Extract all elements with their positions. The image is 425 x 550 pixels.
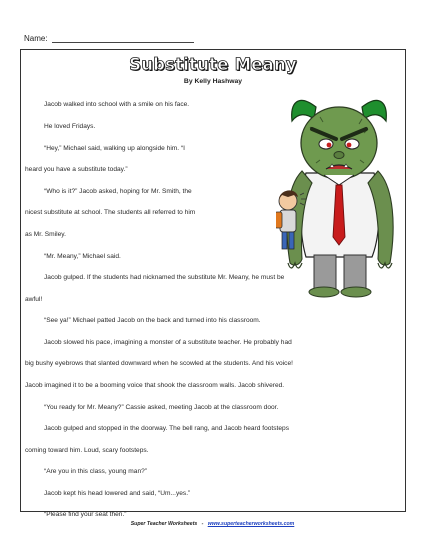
story-line: awful! xyxy=(25,296,43,303)
story-line: “Who is it?” Jacob asked, hoping for Mr. Smith, the xyxy=(44,188,192,195)
story-line: Jacob gulped and stopped in the doorway. The bell rang, and Jacob heard footsteps xyxy=(44,425,289,432)
story-line: Jacob slowed his pace, imagining a monster of a substitute teacher. He probably had xyxy=(44,339,292,346)
story-line: “Hey,” Michael said, walking up alongside him. “I xyxy=(44,145,185,152)
worksheet-frame xyxy=(20,49,406,518)
story-line: nicest substitute at school. The students all referred to him xyxy=(25,209,196,216)
story-line: coming toward him. Loud, scary footsteps. xyxy=(25,447,149,454)
monster-and-boy-illustration xyxy=(276,87,404,303)
page-footer xyxy=(0,521,425,527)
name-blank-line[interactable] xyxy=(52,34,194,43)
footer-separator: - xyxy=(201,521,204,527)
story-line: Jacob walked into school with a smile on his face. xyxy=(44,101,190,108)
footer-url-link[interactable]: www.superteacherworksheets.com xyxy=(207,521,295,527)
story-line: “You ready for Mr. Meany?” Cassie asked, meeting Jacob at the classroom door. xyxy=(44,404,279,411)
story-line: “Mr. Meany,” Michael said. xyxy=(44,253,121,260)
story-line: heard you have a substitute today.” xyxy=(25,166,128,173)
story-line: Jacob kept his head lowered and said, “Um...yes.” xyxy=(44,490,191,497)
story-line: “Please find your seat then.” xyxy=(44,511,127,518)
story-line: as Mr. Smiley. xyxy=(25,231,66,238)
story-title: Substitute Meany xyxy=(129,55,297,74)
author-byline: By Kelly Hashway xyxy=(183,78,243,85)
name-field-row xyxy=(24,34,194,43)
story-line: “Are you in this class, young man?” xyxy=(44,468,147,475)
story-line: He loved Fridays. xyxy=(44,123,96,130)
name-label: Name: xyxy=(24,34,48,43)
story-line: “See ya!” Michael patted Jacob on the back and turned into his classroom. xyxy=(44,317,261,324)
story-line: big bushy eyebrows that slanted downward when he scowled at the students. And his voice! xyxy=(25,360,293,367)
story-line: Jacob imagined it to be a booming voice that shook the classroom walls. Jacob shivered. xyxy=(25,382,285,389)
story-line: Jacob gulped. If the students had nicknamed the substitute Mr. Meany, he must be xyxy=(44,274,285,281)
footer-brand: Super Teacher Worksheets xyxy=(130,521,198,527)
